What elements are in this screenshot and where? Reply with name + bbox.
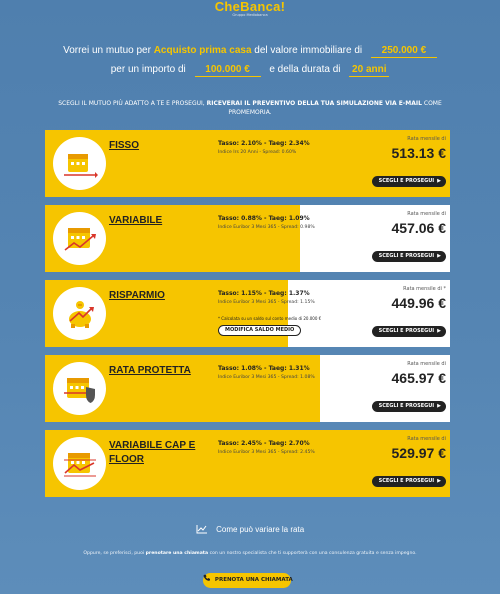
- how-payment-varies-link[interactable]: [0, 524, 500, 536]
- intro-text: Vorrei un mutuo per: [63, 45, 151, 56]
- logo: [0, 0, 500, 18]
- intro-text: e della durata di: [269, 64, 341, 75]
- mortgage-rate-info: Tasso: 0.88% - Taeg: 1.09%: [218, 215, 310, 222]
- choose-continue-label: SCEGLI E PROSEGUI: [378, 253, 435, 259]
- calendar-chart-icon: [53, 212, 106, 265]
- choose-continue-button[interactable]: [372, 176, 446, 187]
- monthly-payment-label: Rata mensile di: [407, 436, 446, 442]
- monthly-payment-value: 529.97 €: [391, 445, 446, 461]
- choose-continue-button[interactable]: [372, 476, 446, 487]
- call-booking-text-b: con un nostro specialista che ti supporterà con una consulenza gratuita e senza impegno.: [209, 551, 417, 556]
- mortgage-name: RATA PROTETTA: [109, 365, 191, 376]
- call-booking-text-a: Oppure, se preferisci, puoi: [83, 551, 145, 556]
- property-value-field[interactable]: 250.000 €: [371, 45, 437, 58]
- choose-text-bold: RICEVERAI IL PREVENTIVO DELLA TUA SIMULAZIONE VIA E-MAIL: [206, 100, 422, 107]
- mortgage-name: RISPARMIO: [109, 290, 165, 301]
- brand-name: CheBanca!: [214, 0, 286, 14]
- choose-instructions: [50, 99, 450, 117]
- duration-field[interactable]: 20 anni: [349, 64, 389, 77]
- monthly-payment-label: Rata mensile di: [407, 136, 446, 142]
- piggy-bank-icon: [53, 287, 106, 340]
- mortgage-card-risparmio[interactable]: [45, 280, 450, 347]
- call-booking-text: [0, 551, 500, 556]
- book-call-label: PRENOTA UNA CHIAMATA: [214, 577, 293, 583]
- choose-continue-label: SCEGLI E PROSEGUI: [378, 178, 435, 184]
- mortgage-rate-info: Tasso: 2.10% - Taeg: 2.34%: [218, 140, 310, 147]
- chevron-right-icon: ▶: [437, 328, 441, 334]
- mortgage-name: VARIABILE CAP E FLOOR: [109, 440, 196, 465]
- choose-continue-label: SCEGLI E PROSEGUI: [378, 328, 435, 334]
- choose-continue-label: SCEGLI E PROSEGUI: [378, 403, 435, 409]
- choose-text: COME PROMEMORIA.: [228, 100, 442, 116]
- monthly-payment-value: 457.06 €: [391, 220, 446, 236]
- mortgage-index-info: Indice Euribor 3 Mesi 365 - Spread: 1.15%: [218, 300, 315, 305]
- intro-text: del valore immobiliare di: [254, 45, 363, 56]
- monthly-payment-value: 465.97 €: [391, 370, 446, 386]
- monthly-payment-label: Rata mensile di *: [403, 286, 446, 292]
- purpose-select[interactable]: Acquisto prima casa: [153, 45, 252, 56]
- intro-text: per un importo di: [110, 64, 186, 75]
- calendar-shield-icon: [53, 362, 106, 415]
- calendar-arrow-icon: [53, 137, 106, 190]
- brand-tagline: Gruppo Mediobanca: [232, 13, 268, 17]
- book-call-button[interactable]: [203, 573, 291, 588]
- mortgage-rate-info: Tasso: 1.08% - Taeg: 1.31%: [218, 365, 310, 372]
- choose-text: SCEGLI IL MUTUO PIÙ ADATTO A TE E PROSEGUI,: [58, 100, 205, 107]
- monthly-payment-label: Rata mensile di: [407, 211, 446, 217]
- loan-amount-field[interactable]: 100.000 €: [195, 64, 261, 77]
- edit-average-balance-button[interactable]: MODIFICA SALDO MEDIO: [218, 325, 301, 336]
- mortgage-card-variabile[interactable]: [45, 205, 450, 272]
- monthly-payment-label: Rata mensile di: [407, 361, 446, 367]
- how-payment-varies-label: Come può variare la rata: [216, 525, 305, 534]
- intro-line-2: [0, 64, 500, 77]
- mortgage-rate-info: Tasso: 2.45% - Taeg: 2.70%: [218, 440, 310, 447]
- chevron-right-icon: ▶: [437, 253, 441, 259]
- monthly-payment-value: 449.96 €: [391, 295, 446, 311]
- mortgage-card-rata-protetta[interactable]: [45, 355, 450, 422]
- mortgage-rate-info: Tasso: 1.15% - Taeg: 1.37%: [218, 290, 310, 297]
- mortgage-index-info: Indice Irs 20 Anni - Spread: 0.60%: [218, 150, 297, 155]
- choose-continue-button[interactable]: [372, 251, 446, 262]
- mortgage-name: FISSO: [109, 140, 140, 151]
- mortgage-card-variabile-cap-floor[interactable]: [45, 430, 450, 497]
- mortgage-index-info: Indice Euribor 3 Mesi 365 - Spread: 0.98%: [218, 225, 315, 230]
- mortgage-index-info: Indice Euribor 3 Mesi 365 - Spread: 1.08%: [218, 375, 315, 380]
- average-balance-note: * Calcolata su un saldo sul conto medio di 20.000 €: [218, 316, 322, 321]
- calendar-cap-icon: [53, 437, 106, 490]
- monthly-payment-value: 513.13 €: [391, 145, 446, 161]
- chevron-right-icon: ▶: [437, 178, 441, 184]
- phone-icon: [203, 573, 210, 588]
- line-chart-icon: [196, 524, 208, 536]
- intro-line-1: [0, 45, 500, 58]
- book-call-link[interactable]: prenotare una chiamata: [145, 551, 209, 556]
- chevron-right-icon: ▶: [437, 403, 441, 409]
- mortgage-card-fisso[interactable]: [45, 130, 450, 197]
- chevron-right-icon: ▶: [437, 478, 441, 484]
- choose-continue-button[interactable]: [372, 326, 446, 337]
- choose-continue-button[interactable]: [372, 401, 446, 412]
- mortgage-name: VARIABILE: [109, 215, 163, 226]
- choose-continue-label: SCEGLI E PROSEGUI: [378, 478, 435, 484]
- mortgage-index-info: Indice Euribor 3 Mesi 365 - Spread: 2.45%: [218, 450, 315, 455]
